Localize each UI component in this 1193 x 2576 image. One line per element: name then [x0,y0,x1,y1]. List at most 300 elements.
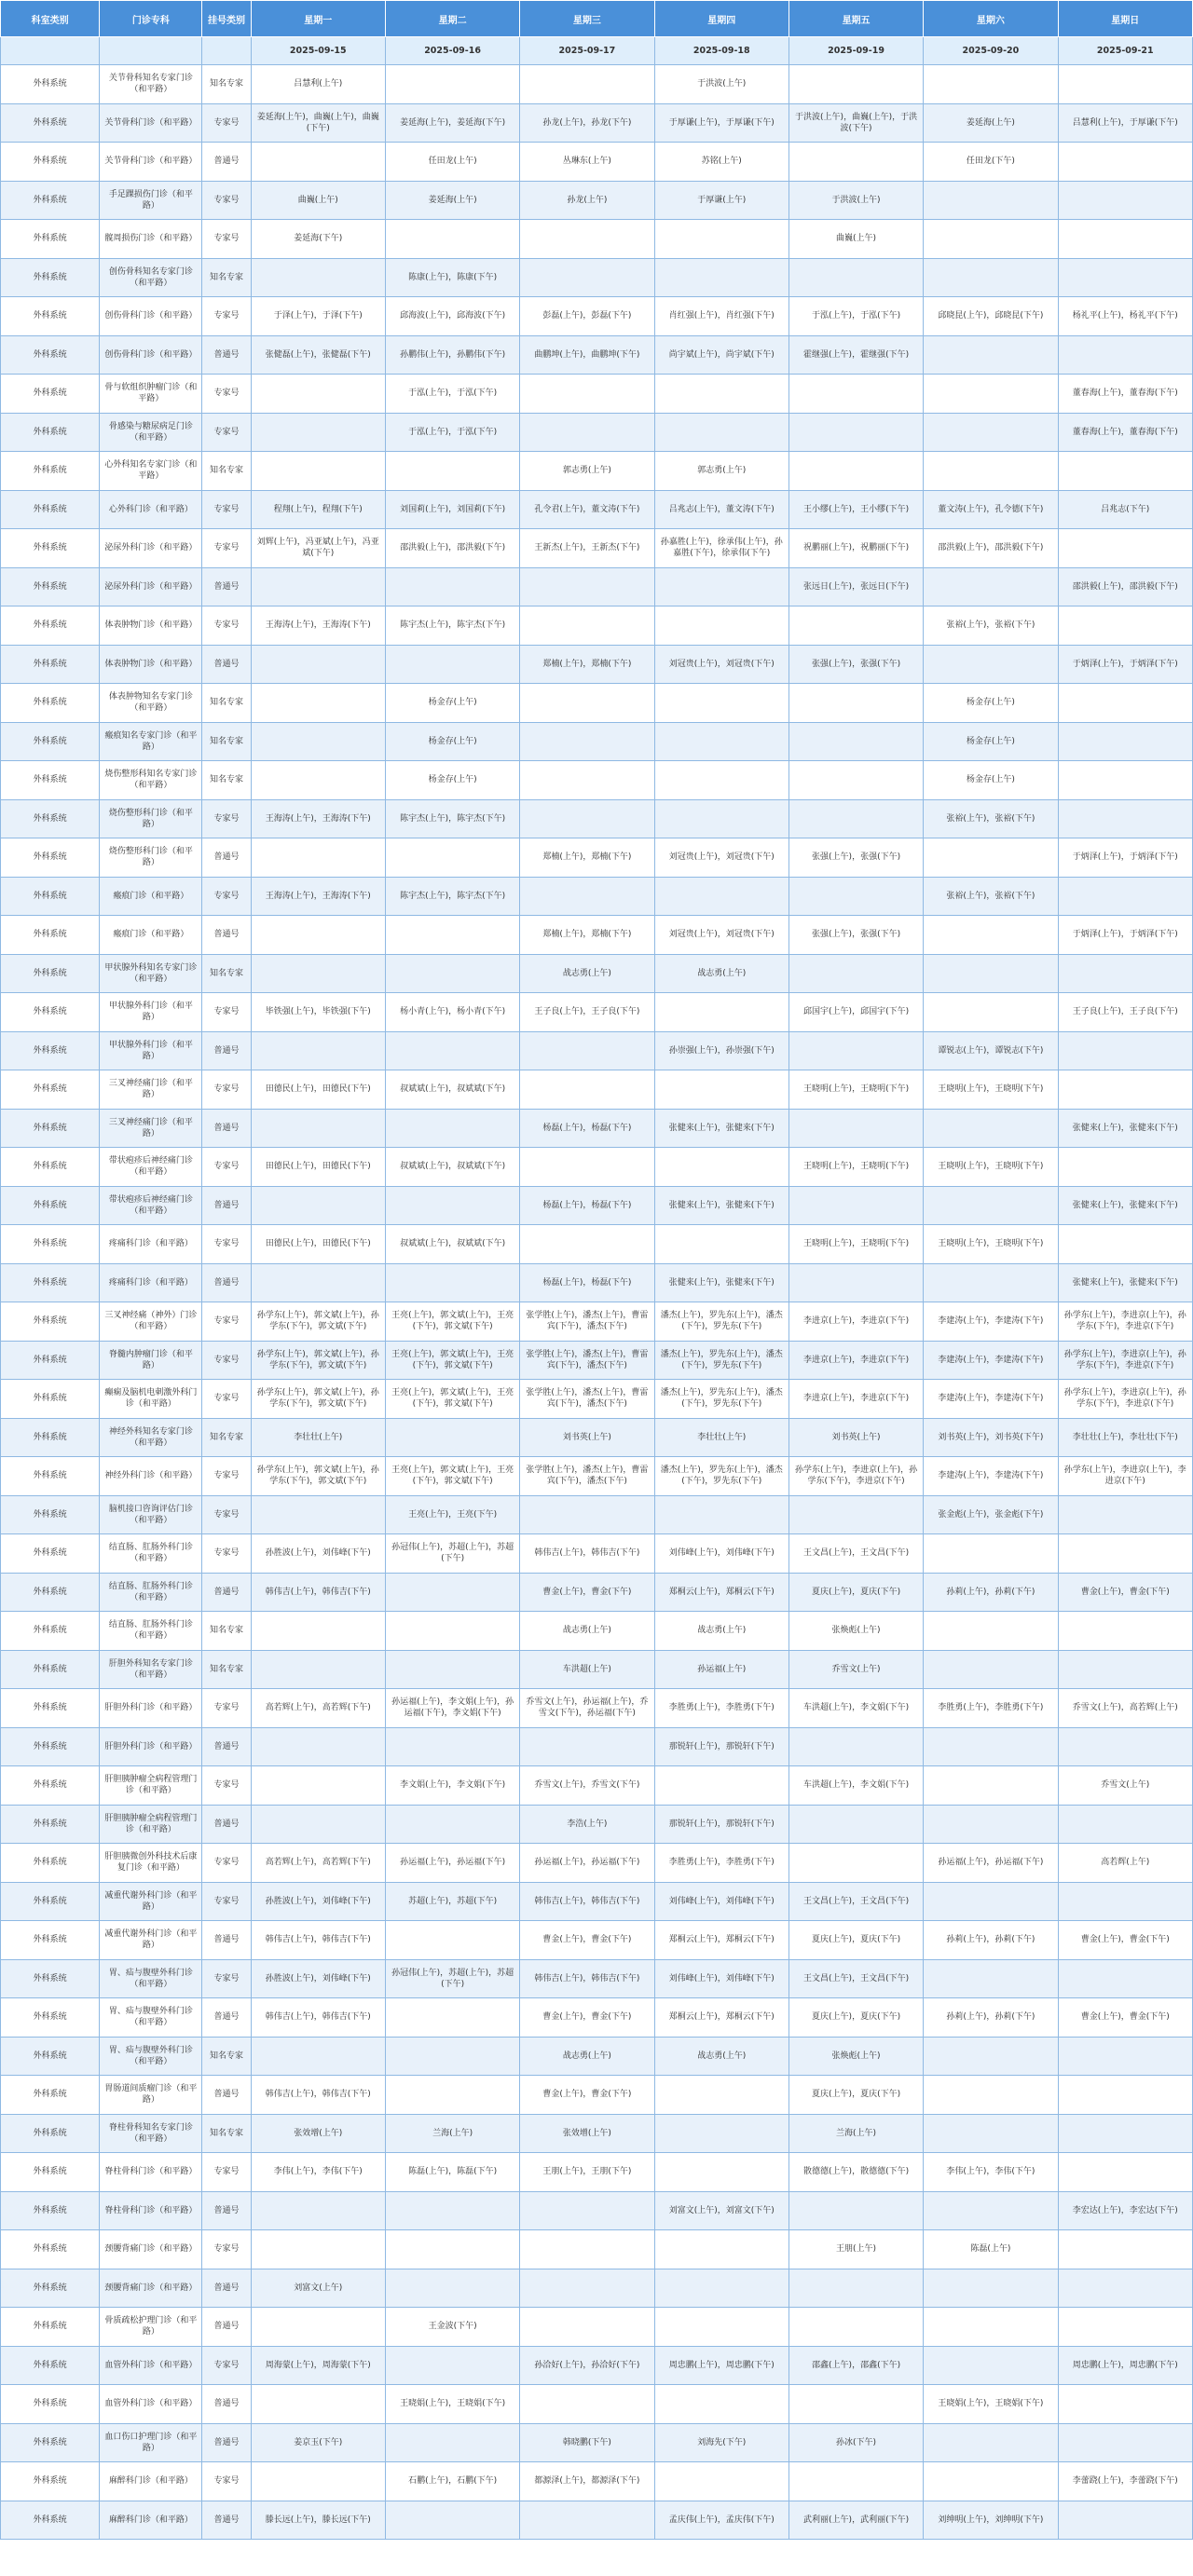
schedule-cell-sun: 曹金(上午)，曹金(下午) [1058,1998,1192,2038]
type-cell: 知名专家 [202,1418,251,1457]
schedule-cell-tue: 孙运福(上午)，李文娟(上午)，孙运福(下午)，李文娟(下午) [385,1689,519,1728]
clinic-cell: 胃肠道间质瘤门诊（和平路） [100,2076,202,2115]
schedule-cell-tue: 于泓(上午)，于泓(下午) [385,375,519,414]
schedule-cell-sun: 乔雪文(上午)，高若辉(上午) [1058,1689,1192,1728]
type-cell: 普通号 [202,335,251,375]
schedule-cell-sat: 杨金存(上午) [924,722,1058,761]
table-row [1,103,1193,143]
dept-cell: 外科系统 [1,1727,100,1766]
table-row [1,1534,1193,1574]
schedule-cell-tue: 王亮(上午)，郭文斌(上午)，王亮(下午)，郭文斌(下午) [385,1302,519,1342]
schedule-cell-fri: 武利丽(上午)，武利丽(下午) [788,2501,923,2540]
type-cell: 专家号 [202,529,251,568]
schedule-cell-sat: 邵洪毅(上午)，邵洪毅(下午) [924,529,1058,568]
schedule-cell-mon: 韩伟吉(上午)，韩伟吉(下午) [251,1921,385,1960]
schedule-cell-sun: 高若辉(上午) [1058,1844,1192,1883]
schedule-cell-sat: 张裕(上午)，张裕(下午) [924,607,1058,646]
schedule-cell-wed [520,2501,654,2540]
schedule-cell-tue: 陈康(上午)，陈康(下午) [385,258,519,297]
schedule-cell-fri: 夏庆(上午)，夏庆(下午) [788,1998,923,2038]
schedule-cell-fri: 邵鑫(上午)，邵鑫(下午) [788,2346,923,2385]
clinic-cell: 胃、疝与腹壁外科门诊（和平路） [100,1998,202,2038]
schedule-cell-tue [385,2501,519,2540]
schedule-cell-tue: 杨小青(上午)，杨小青(下午) [385,993,519,1032]
schedule-cell-fri: 邱国宇(上午)，邱国宇(下午) [788,993,923,1032]
schedule-cell-wed: 李浩(上午) [520,1805,654,1844]
date-cell-empty [100,37,202,65]
schedule-cell-thu: 郑桐云(上午)，郑桐云(下午) [654,1921,788,1960]
type-cell: 专家号 [202,1302,251,1342]
schedule-cell-sat: 杨金存(上午) [924,684,1058,723]
schedule-cell-sun: 王子良(上午)，王子良(下午) [1058,993,1192,1032]
schedule-cell-tue: 于泓(上午)，于泓(下午) [385,413,519,452]
schedule-cell-fri: 王晓明(上午)，王晓明(下午) [788,1148,923,1187]
type-cell: 知名专家 [202,722,251,761]
schedule-cell-tue [385,2346,519,2385]
dept-cell: 外科系统 [1,645,100,684]
schedule-cell-sun [1058,1959,1192,1998]
schedule-cell-sat: 孙莉(上午)，孙莉(下午) [924,1998,1058,2038]
date-cell-empty [1,37,100,65]
dept-cell: 外科系统 [1,413,100,452]
schedule-cell-wed: 曹金(上午)，曹金(下午) [520,1998,654,2038]
date-cell-sun: 2025-09-21 [1058,37,1192,65]
clinic-cell: 肝胆胰肿瘤全病程管理门诊（和平路） [100,1766,202,1806]
type-cell: 普通号 [202,1031,251,1070]
schedule-cell-mon [251,567,385,607]
schedule-cell-fri [788,2269,923,2308]
schedule-cell-wed: 乔雪文(上午)，乔雪文(下午) [520,1766,654,1806]
dept-cell: 外科系统 [1,1882,100,1921]
schedule-cell-sat: 谭锐志(上午)，谭锐志(下午) [924,1031,1058,1070]
clinic-cell: 减重代谢外科门诊（和平路） [100,1882,202,1921]
schedule-cell-sat [924,2037,1058,2076]
schedule-cell-fri [788,413,923,452]
table-row [1,529,1193,568]
schedule-cell-sun: 李蕾跷(上午)，李蕾跷(下午) [1058,2462,1192,2501]
schedule-cell-sat: 刘绅明(上午)，刘绅明(下午) [924,2501,1058,2540]
schedule-cell-tue [385,838,519,878]
clinic-cell: 脊柱骨科知名专家门诊（和平路） [100,2114,202,2153]
dept-cell: 外科系统 [1,297,100,336]
schedule-cell-wed [520,2230,654,2269]
schedule-cell-wed: 战志勇(上午) [520,1612,654,1651]
type-cell: 专家号 [202,103,251,143]
schedule-cell-mon: 高若辉(上午)，高若辉(下午) [251,1844,385,1883]
dept-cell: 外科系统 [1,1495,100,1534]
schedule-cell-sun [1058,1534,1192,1574]
schedule-cell-thu: 刘冠贵(上午)，刘冠贵(下午) [654,645,788,684]
table-row [1,2191,1193,2230]
schedule-cell-fri: 王文昌(上午)，王文昌(下午) [788,1882,923,1921]
type-cell: 专家号 [202,1341,251,1380]
clinic-cell: 带状疱疹后神经痛门诊（和平路） [100,1186,202,1225]
type-cell: 普通号 [202,2269,251,2308]
schedule-cell-fri: 夏庆(上午)，夏庆(下午) [788,1921,923,1960]
schedule-cell-fri [788,684,923,723]
schedule-cell-tue: 叔斌斌(上午)，叔斌斌(下午) [385,1225,519,1264]
schedule-cell-sun [1058,1031,1192,1070]
date-cell-fri: 2025-09-19 [788,37,923,65]
clinic-cell: 脑机接口咨询评估门诊（和平路） [100,1495,202,1534]
schedule-cell-fri: 张远日(上午)，张远日(下午) [788,567,923,607]
schedule-cell-mon: 李壮壮(上午) [251,1418,385,1457]
type-cell: 普通号 [202,1263,251,1302]
table-row [1,607,1193,646]
dept-cell: 外科系统 [1,1070,100,1110]
table-row [1,722,1193,761]
schedule-cell-tue: 王亮(上午)，郭文斌(上午)，王亮(下午)，郭文斌(下午) [385,1341,519,1380]
dept-cell: 外科系统 [1,2037,100,2076]
type-cell: 普通号 [202,1573,251,1612]
schedule-cell-thu: 潘杰(上午)，罗先东(上午)，潘杰(下午)，罗先东(下午) [654,1380,788,1419]
dept-cell: 外科系统 [1,799,100,838]
schedule-cell-tue: 杨金存(上午) [385,684,519,723]
schedule-cell-sun [1058,181,1192,220]
schedule-cell-wed [520,220,654,259]
schedule-cell-fri [788,2191,923,2230]
schedule-cell-thu: 郑桐云(上午)，郑桐云(下午) [654,1573,788,1612]
schedule-cell-thu: 张健来(上午)，张健来(下午) [654,1263,788,1302]
dept-cell: 外科系统 [1,181,100,220]
schedule-cell-sun [1058,65,1192,104]
schedule-cell-sat: 王晓明(上午)，王晓明(下午) [924,1148,1058,1187]
dept-cell: 外科系统 [1,1031,100,1070]
clinic-cell: 神经外科知名专家门诊（和平路） [100,1418,202,1457]
schedule-cell-thu: 周忠鹏(上午)，周忠鹏(下午) [654,2346,788,2385]
schedule-cell-tue: 陈宇杰(上午)，陈宇杰(下午) [385,607,519,646]
schedule-cell-mon: 周海蒙(上午)，周海蒙(下午) [251,2346,385,2385]
schedule-cell-wed [520,567,654,607]
table-row [1,2037,1193,2076]
table-row [1,2269,1193,2308]
schedule-cell-sat: 孙运福(上午)，孙运福(下午) [924,1844,1058,1883]
schedule-cell-thu [654,877,788,916]
schedule-cell-sun [1058,2230,1192,2269]
schedule-cell-fri [788,1495,923,1534]
schedule-cell-mon: 张健磊(上午)，张健磊(下午) [251,335,385,375]
schedule-cell-sun [1058,1882,1192,1921]
schedule-cell-thu: 刘伟峰(上午)，刘伟峰(下午) [654,1534,788,1574]
schedule-cell-fri [788,954,923,993]
schedule-cell-mon [251,413,385,452]
schedule-cell-thu: 孙运福(上午) [654,1650,788,1689]
schedule-cell-tue [385,1998,519,2038]
schedule-cell-tue [385,1727,519,1766]
schedule-cell-fri [788,1109,923,1148]
table-row [1,1573,1193,1612]
schedule-cell-mon [251,258,385,297]
table-row [1,65,1193,104]
schedule-cell-sun [1058,2153,1192,2192]
schedule-cell-mon: 田德民(上午)，田德民(下午) [251,1225,385,1264]
schedule-cell-sat: 李胜勇(上午)，李胜勇(下午) [924,1689,1058,1728]
schedule-cell-mon: 韩伟吉(上午)，韩伟吉(下午) [251,1998,385,2038]
date-cell-wed: 2025-09-17 [520,37,654,65]
clinic-cell: 瘢痕知名专家门诊（和平路） [100,722,202,761]
schedule-cell-mon [251,954,385,993]
schedule-cell-fri [788,1805,923,1844]
schedule-cell-sat: 王晓娟(上午)，王晓娟(下午) [924,2385,1058,2424]
schedule-cell-sat [924,2346,1058,2385]
table-row [1,1766,1193,1806]
schedule-cell-sun: 张健来(上午)，张健来(下午) [1058,1186,1192,1225]
schedule-cell-wed [520,2308,654,2347]
schedule-cell-sun: 孙学东(上午)，李进京(上午)，孙学东(下午)，李进京(下午) [1058,1302,1192,1342]
type-cell: 专家号 [202,2462,251,2501]
schedule-cell-fri: 张焕彪(上午) [788,1612,923,1651]
clinic-cell: 三叉神经痛（神外）门诊（和平路） [100,1302,202,1342]
schedule-cell-wed: 孙运福(上午)，孙运福(下午) [520,1844,654,1883]
clinic-cell: 甲状腺外科门诊（和平路） [100,993,202,1032]
schedule-cell-thu [654,607,788,646]
schedule-cell-wed [520,1148,654,1187]
table-row [1,335,1193,375]
schedule-cell-sat: 刘书英(上午)，刘书英(下午) [924,1418,1058,1457]
schedule-cell-fri: 王文昌(上午)，王文昌(下午) [788,1534,923,1574]
schedule-cell-fri: 王朋(上午) [788,2230,923,2269]
type-cell: 知名专家 [202,258,251,297]
schedule-cell-wed: 车洪超(上午) [520,1650,654,1689]
schedule-cell-sun [1058,799,1192,838]
schedule-cell-sat: 董文涛(上午)，孔令德(下午) [924,490,1058,529]
schedule-cell-tue: 王亮(上午)，郭文斌(上午)，王亮(下午)，郭文斌(下午) [385,1380,519,1419]
schedule-cell-thu: 于洪波(上午) [654,65,788,104]
schedule-cell-fri [788,375,923,414]
clinic-cell: 泌尿外科门诊（和平路） [100,529,202,568]
table-row [1,1612,1193,1651]
schedule-cell-thu: 郭志勇(上午) [654,452,788,491]
schedule-cell-sat: 张金彪(上午)，张金彪(下午) [924,1495,1058,1534]
schedule-cell-tue [385,567,519,607]
schedule-cell-thu: 李胜勇(上午)，李胜勇(下午) [654,1844,788,1883]
dept-cell: 外科系统 [1,722,100,761]
schedule-cell-fri: 张强(上午)，张强(下午) [788,645,923,684]
schedule-cell-wed: 韩伟吉(上午)，韩伟吉(下午) [520,1534,654,1574]
clinic-cell: 烧伤整形科门诊（和平路） [100,838,202,878]
dept-cell: 外科系统 [1,1612,100,1651]
table-row [1,258,1193,297]
table-row [1,954,1193,993]
schedule-cell-tue: 李文娟(上午)，李文娟(下午) [385,1766,519,1806]
schedule-cell-wed: 韩伟吉(上午)，韩伟吉(下午) [520,1882,654,1921]
clinic-cell: 三叉神经痛门诊（和平路） [100,1109,202,1148]
table-row [1,761,1193,800]
schedule-cell-sun: 孙学东(上午)，李进京(上午)，孙学东(下午)，李进京(下午) [1058,1380,1192,1419]
schedule-cell-tue: 叔斌斌(上午)，叔斌斌(下午) [385,1070,519,1110]
schedule-cell-sun [1058,220,1192,259]
schedule-cell-tue [385,1109,519,1148]
schedule-cell-mon: 姜延海(下午) [251,220,385,259]
type-cell: 普通号 [202,143,251,182]
date-cell-empty [202,37,251,65]
schedule-cell-tue [385,1031,519,1070]
schedule-cell-mon: 高若辉(上午)，高若辉(下午) [251,1689,385,1728]
dept-cell: 外科系统 [1,916,100,955]
schedule-cell-mon [251,452,385,491]
schedule-cell-sun [1058,258,1192,297]
schedule-cell-mon [251,1031,385,1070]
dept-cell: 外科系统 [1,1457,100,1496]
schedule-cell-wed: 丛琳东(上午) [520,143,654,182]
schedule-cell-mon: 曲巍(上午) [251,181,385,220]
table-row [1,1457,1193,1496]
schedule-cell-sat: 孙莉(上午)，孙莉(下午) [924,1921,1058,1960]
dept-cell: 外科系统 [1,1109,100,1148]
schedule-cell-mon: 李伟(上午)，李伟(下午) [251,2153,385,2192]
schedule-cell-fri [788,1727,923,1766]
schedule-cell-sat: 张裕(上午)，张裕(下午) [924,799,1058,838]
schedule-cell-tue: 刘国莉(上午)，刘国莉(下午) [385,490,519,529]
schedule-cell-sat [924,220,1058,259]
dept-cell: 外科系统 [1,2385,100,2424]
schedule-cell-mon [251,2308,385,2347]
schedule-cell-sat [924,838,1058,878]
dept-cell: 外科系统 [1,1186,100,1225]
schedule-cell-fri: 王小缪(上午)，王小缪(下午) [788,490,923,529]
type-cell: 知名专家 [202,761,251,800]
schedule-cell-wed: 曲鹏坤(上午)，曲鹏坤(下午) [520,335,654,375]
schedule-cell-sun: 李壮壮(上午)，李壮壮(下午) [1058,1418,1192,1457]
schedule-cell-tue: 叔斌斌(上午)，叔斌斌(下午) [385,1148,519,1187]
schedule-cell-thu: 张健来(上午)，张健来(下午) [654,1186,788,1225]
schedule-cell-sun [1058,877,1192,916]
schedule-cell-mon: 刘辉(上午)，冯亚斌(上午)，冯亚斌(下午) [251,529,385,568]
clinic-cell: 脊柱骨科门诊（和平路） [100,2153,202,2192]
schedule-cell-wed: 乔雪文(上午)，孙运福(上午)，乔雪文(下午)，孙运福(下午) [520,1689,654,1728]
schedule-cell-thu: 于厚谦(上午)，于厚谦(下午) [654,103,788,143]
clinic-cell: 结直肠、肛肠外科门诊（和平路） [100,1612,202,1651]
col-header-clinic: 门诊专科 [100,1,202,37]
schedule-cell-thu: 刘冠贵(上午)，刘冠贵(下午) [654,838,788,878]
clinic-cell: 麻醉科门诊（和平路） [100,2501,202,2540]
dept-cell: 外科系统 [1,1380,100,1419]
schedule-cell-wed: 战志勇(上午) [520,954,654,993]
schedule-cell-wed [520,1225,654,1264]
schedule-cell-sat [924,258,1058,297]
schedule-cell-wed: 刘书英(上午) [520,1418,654,1457]
col-header-tue: 星期二 [385,1,519,37]
col-header-thu: 星期四 [654,1,788,37]
schedule-cell-mon [251,722,385,761]
schedule-cell-sun [1058,1070,1192,1110]
type-cell: 知名专家 [202,1612,251,1651]
schedule-cell-tue [385,2423,519,2462]
schedule-cell-wed [520,1031,654,1070]
schedule-cell-tue [385,916,519,955]
table-row [1,181,1193,220]
schedule-cell-wed: 张学胜(上午)，潘杰(上午)，曹雷宾(下午)，潘杰(下午) [520,1302,654,1342]
schedule-cell-sat [924,413,1058,452]
schedule-cell-fri: 散德德(上午)，散德德(下午) [788,2153,923,2192]
type-cell: 专家号 [202,297,251,336]
schedule-cell-sun: 曹金(上午)，曹金(下午) [1058,1921,1192,1960]
schedule-cell-tue [385,1573,519,1612]
table-row [1,1882,1193,1921]
schedule-cell-wed: 张学胜(上午)，潘杰(上午)，曹雷宾(下午)，潘杰(下午) [520,1457,654,1496]
schedule-cell-sun [1058,529,1192,568]
schedule-cell-sun: 孙学东(上午)，李进京(上午)，李进京(下午) [1058,1457,1192,1496]
schedule-cell-thu: 张健来(上午)，张健来(下午) [654,1109,788,1148]
schedule-cell-fri: 张强(上午)，张强(下午) [788,916,923,955]
table-row [1,1418,1193,1457]
schedule-cell-thu [654,413,788,452]
schedule-cell-tue [385,1418,519,1457]
schedule-cell-mon: 张效增(上午) [251,2114,385,2153]
schedule-cell-sun [1058,2385,1192,2424]
type-cell: 专家号 [202,1844,251,1883]
schedule-cell-sat [924,1263,1058,1302]
clinic-cell: 骨质疏松护理门诊（和平路） [100,2308,202,2347]
clinic-cell: 创伤骨科知名专家门诊（和平路） [100,258,202,297]
schedule-cell-sun [1058,2423,1192,2462]
dept-cell: 外科系统 [1,2114,100,2153]
schedule-cell-mon [251,1263,385,1302]
dept-cell: 外科系统 [1,1650,100,1689]
table-row [1,1959,1193,1998]
schedule-cell-tue [385,1921,519,1960]
schedule-cell-tue [385,65,519,104]
schedule-cell-mon: 田德民(上午)，田德民(下午) [251,1148,385,1187]
dept-cell: 外科系统 [1,103,100,143]
table-row [1,2308,1193,2347]
schedule-cell-mon: 王海涛(上午)，王海涛(下午) [251,799,385,838]
schedule-cell-tue [385,220,519,259]
schedule-cell-sat [924,2423,1058,2462]
schedule-cell-sat [924,1882,1058,1921]
table-row [1,1225,1193,1264]
type-cell: 专家号 [202,1380,251,1419]
type-cell: 普通号 [202,1921,251,1960]
table-row [1,799,1193,838]
schedule-cell-fri: 车洪超(上午)，李文娟(下午) [788,1766,923,1806]
clinic-cell: 脊柱骨科门诊（和平路） [100,2191,202,2230]
schedule-cell-sat [924,2462,1058,2501]
type-cell: 普通号 [202,645,251,684]
schedule-cell-thu [654,1148,788,1187]
type-cell: 专家号 [202,1766,251,1806]
dept-cell: 外科系统 [1,1689,100,1728]
schedule-cell-sat: 李建涛(上午)，李建涛(下午) [924,1341,1058,1380]
type-cell: 专家号 [202,413,251,452]
clinic-cell: 肝胆胰微创外科技术后康复门诊（和平路） [100,1844,202,1883]
table-row [1,2230,1193,2269]
type-cell: 普通号 [202,567,251,607]
schedule-cell-wed: 都源泽(上午)，都源泽(下午) [520,2462,654,2501]
schedule-cell-sun [1058,1225,1192,1264]
type-cell: 专家号 [202,181,251,220]
schedule-cell-sat [924,1650,1058,1689]
schedule-cell-tue: 孙冠伟(上午)，苏超(上午)，苏超(下午) [385,1534,519,1574]
schedule-cell-fri: 王文昌(上午)，王文昌(下午) [788,1959,923,1998]
schedule-cell-thu: 郑桐云(上午)，郑桐云(下午) [654,1998,788,2038]
schedule-cell-wed: 郭志勇(上午) [520,452,654,491]
type-cell: 专家号 [202,1534,251,1574]
schedule-cell-sat: 王晓明(上午)，王晓明(下午) [924,1070,1058,1110]
schedule-cell-tue: 王亮(上午)，郭文斌(上午)，王亮(下午)，郭文斌(下午) [385,1457,519,1496]
schedule-cell-thu [654,2230,788,2269]
clinic-cell: 胃、疝与腹壁外科门诊（和平路） [100,1959,202,1998]
clinic-cell: 甲状腺外科知名专家门诊（和平路） [100,954,202,993]
schedule-cell-sun [1058,761,1192,800]
table-row [1,2462,1193,2501]
schedule-cell-fri: 祝鹏丽(上午)，祝鹏丽(下午) [788,529,923,568]
clinic-cell: 烧伤整形科门诊（和平路） [100,799,202,838]
type-cell: 专家号 [202,877,251,916]
schedule-cell-thu: 刘冠贵(上午)，刘冠贵(下午) [654,916,788,955]
schedule-cell-tue: 王晓娟(上午)，王晓娟(下午) [385,2385,519,2424]
schedule-cell-fri: 李进京(上午)，李进京(下午) [788,1341,923,1380]
